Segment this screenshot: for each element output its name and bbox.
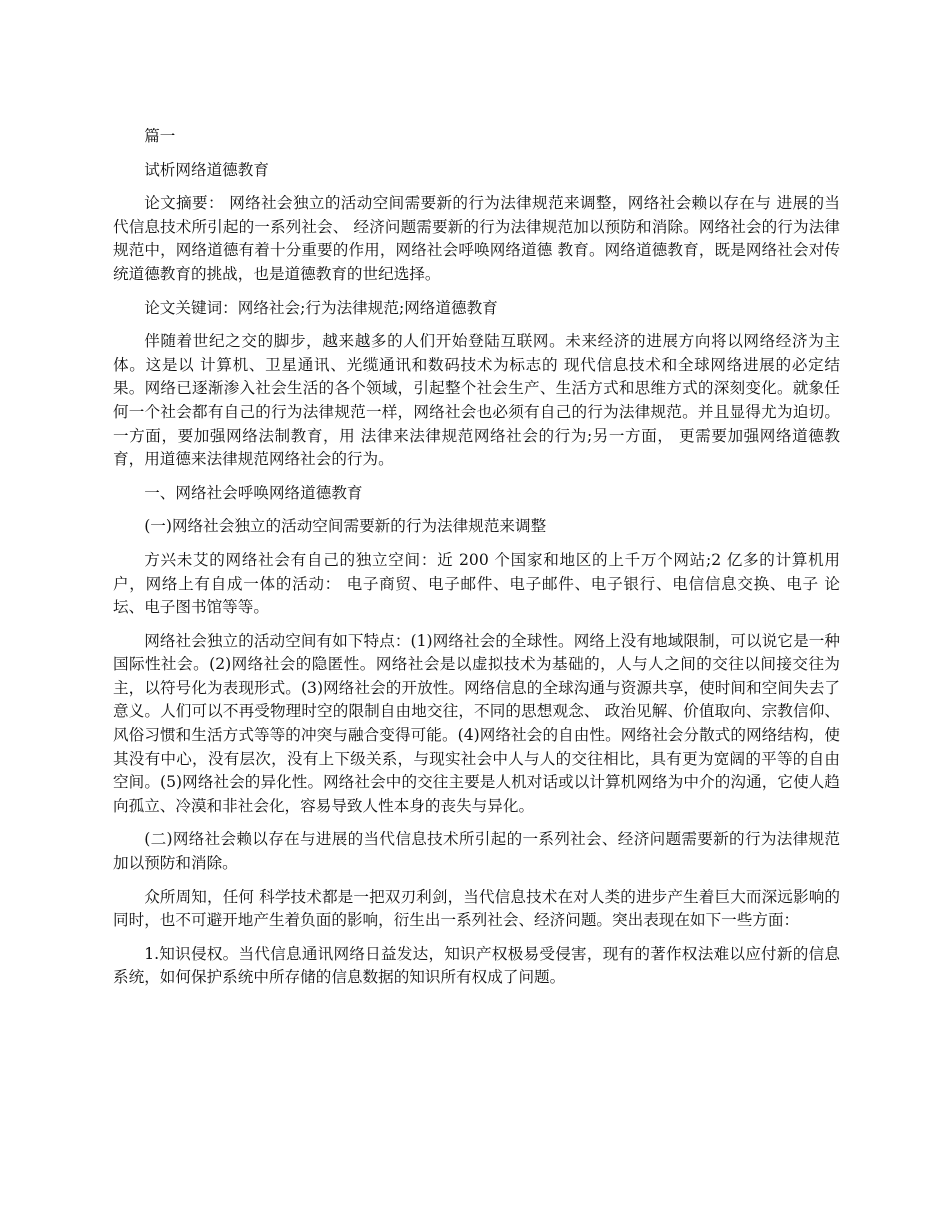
abstract-paragraph: 论文摘要： 网络社会独立的活动空间需要新的行为法律规范来调整，网络社会赖以存在与 进展的当代信息技术所引起的一系列社会、 经济问题需要新的行为法律规范加以预防和消除。网络社会的行为法律规范中，网络道德有着十分重要的作用，网络社会呼唤网络道德 教育。网络道德教育，既是网络社会对传统道德教育的挑战，也是道德教育的世纪选择。	[113, 194, 840, 283]
list-item-1: 1.知识侵权。当代信息通讯网络日益发达，知识产权极易受侵害，现有的著作权法难以应付新的信息系统，如何保护系统中所存储的信息数据的知识所有权成了问题。	[113, 944, 840, 987]
document-body	[113, 125, 840, 990]
heading-part-one: 篇一	[144, 127, 176, 145]
intro-paragraph: 伴随着世纪之交的脚步，越来越多的人们开始登陆互联网。未来经济的进展方向将以网络经济为主体。这是以 计算机、卫星通讯、光缆通讯和数码技术为标志的 现代信息技术和全球网络进展的必定结果。网络已逐渐渗入社会生活的各个领域，引起整个社会生产、生活方式和思维方式的深刻变化。就象任何一个社会都有自己的行为法律规范一样，网络社会也必须有自己的行为法律规范。并且显得尤为迫切。一方面，要加强网络法制教育，用 法律来法律规范网络社会的行为;另一方面， 更需要加强网络道德教育，用道德来法律规范网络社会的行为。	[113, 332, 840, 469]
subsection-heading-2: (二)网络社会赖以存在与进展的当代信息技术所引起的一系列社会、经济问题需要新的行为法律规范加以预防和消除。	[113, 830, 840, 873]
subsection-1-paragraph-2: 网络社会独立的活动空间有如下特点：(1)网络社会的全球性。网络上没有地域限制，可以说它是一种国际性社会。(2)网络社会的隐匿性。网络社会是以虚拟技术为基础的，人与人之间的交往以间接交往为主，以符号化为表现形式。(3)网络社会的开放性。网络信息的全球沟通与资源共享，使时间和空间失去了意义。人们可以不再受物理时空的限制自由地交往，不同的思想观念、 政治见解、价值取向、宗教信仰、风俗习惯和生活方式等等的冲突与融合变得可能。(4)网络社会的自由性。网络社会分散式的网络结构，使其没有中心，没有层次，没有上下级关系，与现实社会中人与人的交往相比，具有更为宽阔的平等的自由空间。(5)网络社会的异化性。网络社会中的交往主要是人机对话或以计算机网络为中介的沟通，它使人趋向孤立、冷漠和非社会化，容易导致人性本身的丧失与异化。	[113, 631, 840, 815]
section-heading: 一、网络社会呼唤网络道德教育	[144, 483, 363, 502]
paper-title: 试析网络道德教育	[144, 160, 269, 179]
keywords-paragraph: 论文关键词：网络社会;行为法律规范;网络道德教育	[144, 298, 498, 317]
subsection-2-paragraph-1: 众所周知，任何 科学技术都是一把双刃利剑，当代信息技术在对人类的进步产生着巨大而深远影响的同时，也不可避开地产生着负面的影响，衍生出一系列社会、经济问题。突出表现在如下一些方面：	[113, 887, 840, 930]
subsection-1-paragraph-1: 方兴未艾的网络社会有自己的独立空间：近 200 个国家和地区的上千万个网站;2 亿多的计算机用户，网络上有自成一体的活动： 电子商贸、电子邮件、电子邮件、电子银行、电信信息交换、电子 论坛、电子图书馆等等。	[113, 550, 840, 617]
subsection-heading-1: (一)网络社会独立的活动空间需要新的行为法律规范来调整	[144, 517, 547, 536]
